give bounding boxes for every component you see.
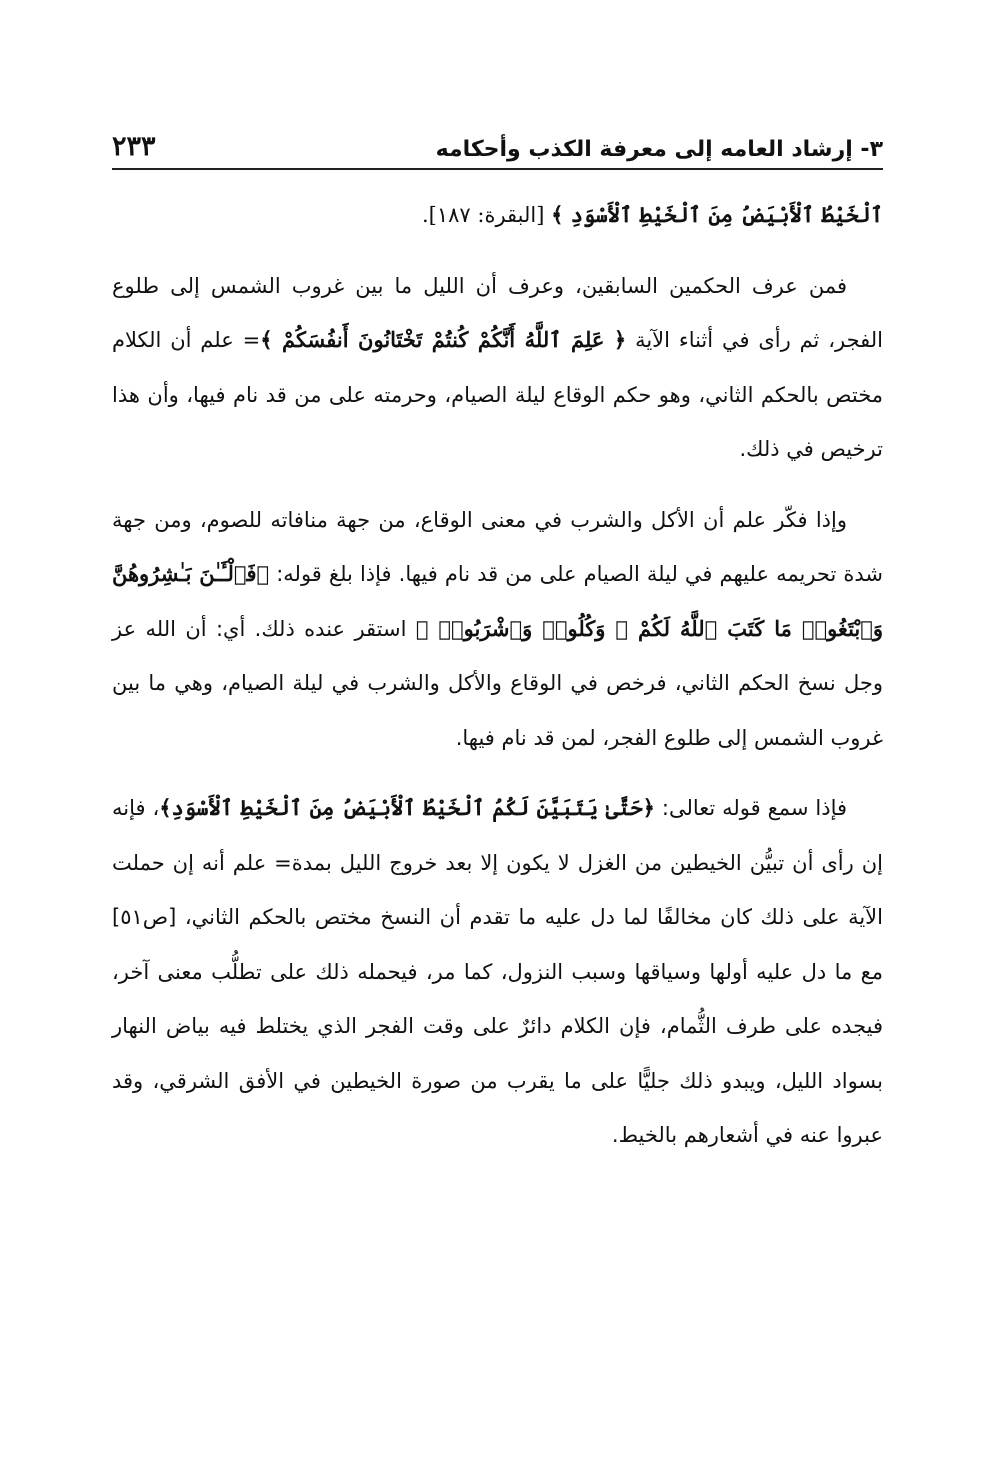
paragraph-1 [112, 188, 883, 243]
paragraph-3 [112, 493, 883, 766]
paragraph-text: فإذا سمع قوله تعالى: [654, 796, 848, 820]
quran-verse: ٱلْخَيْطُ ٱلْأَبْيَضُ مِنَ ٱلْخَيْطِ ٱلْأَسْوَدِ ﴾ [551, 202, 883, 227]
quran-verse: ﴿فَٱلْـَٔـٰنَ بَـٰشِرُوهُنَّ وَٱبْتَغُوا۟ مَا كَتَبَ ٱللَّهُ لَكُمْ ۚ وَكُلُوا۟ وَٱشْرَبُوا۟ ﴾ [112, 561, 883, 641]
paragraph-text: فمن عرف الحكمين السابقين، وعرف أن الليل ما بين غروب الشمس إلى طلوع الفجر، ثم رأى في أثناء الآية [112, 273, 884, 352]
page-header [112, 118, 883, 162]
paragraph-4 [112, 781, 883, 1163]
quran-verse: ﴿ عَلِمَ ٱللَّهُ أَنَّكُمْ كُنتُمْ تَخْتَانُونَ أَنفُسَكُمْ ﴾ [260, 327, 627, 352]
header-divider [112, 168, 883, 170]
citation: [البقرة: ١٨٧]. [422, 203, 552, 227]
paragraph-text: وإذا فكّر علم أن الأكل والشرب في معنى الوقاع، من جهة منافاته للصوم، ومن جهة شدة تحريمه عليهم في ليلة الصيام على من قد نام فيها. فإذا بلغ قوله: [112, 507, 883, 586]
paragraph-text: = علم أن الكلام مختص بالحكم الثاني، وهو حكم الوقاع ليلة الصيام، وحرمته على من قد نام فيها، وأن هذا ترخيص في ذلك. [112, 328, 883, 461]
running-title: ٣- إرشاد العامه إلى معرفة الكذب وأحكامه [435, 137, 883, 162]
quran-verse: ﴿حَتَّىٰ يَتَبَيَّنَ لَكُمُ ٱلْخَيْطُ ٱلْأَبْيَضُ مِنَ ٱلْخَيْطِ ٱلْأَسْوَدِ﴾ [159, 795, 655, 820]
paragraph-2 [112, 259, 883, 477]
paragraph-text: ، فإنه إن رأى أن تبيُّن الخيطين من الغزل لا يكون إلا بعد خروج الليل بمدة= علم أنه إن حملت الآية على ذلك كان مخالفًا لما دل عليه ما تقدم أن النسخ مختص بالحكم الثاني، [ص٥١] مع ما دل عليه أولها وسياقها وسبب النزول، كما مر، فيحمله ذلك على تطلُّب معنى آخر، فيجده على طرف الثُّمام، فإن الكلام دائرٌ على وقت الفجر الذي يختلط فيه بياض النهار بسواد الليل، ويبدو ذلك جليًّا على ما يقرب من صورة الخيطين في الأفق الشرقي، وقد عبروا عنه في أشعارهم بالخيط. [112, 796, 883, 1147]
paragraph-text: استقر عنده ذلك. أي: أن الله عز وجل نسخ الحكم الثاني، فرخص في الوقاع والأكل والشرب في ليلة الصيام، وهي ما بين غروب الشمس إلى طلوع الفجر، لمن قد نام فيها. [112, 616, 883, 750]
page-number: ٢٣٣ [112, 131, 156, 162]
page-body [112, 188, 883, 1163]
